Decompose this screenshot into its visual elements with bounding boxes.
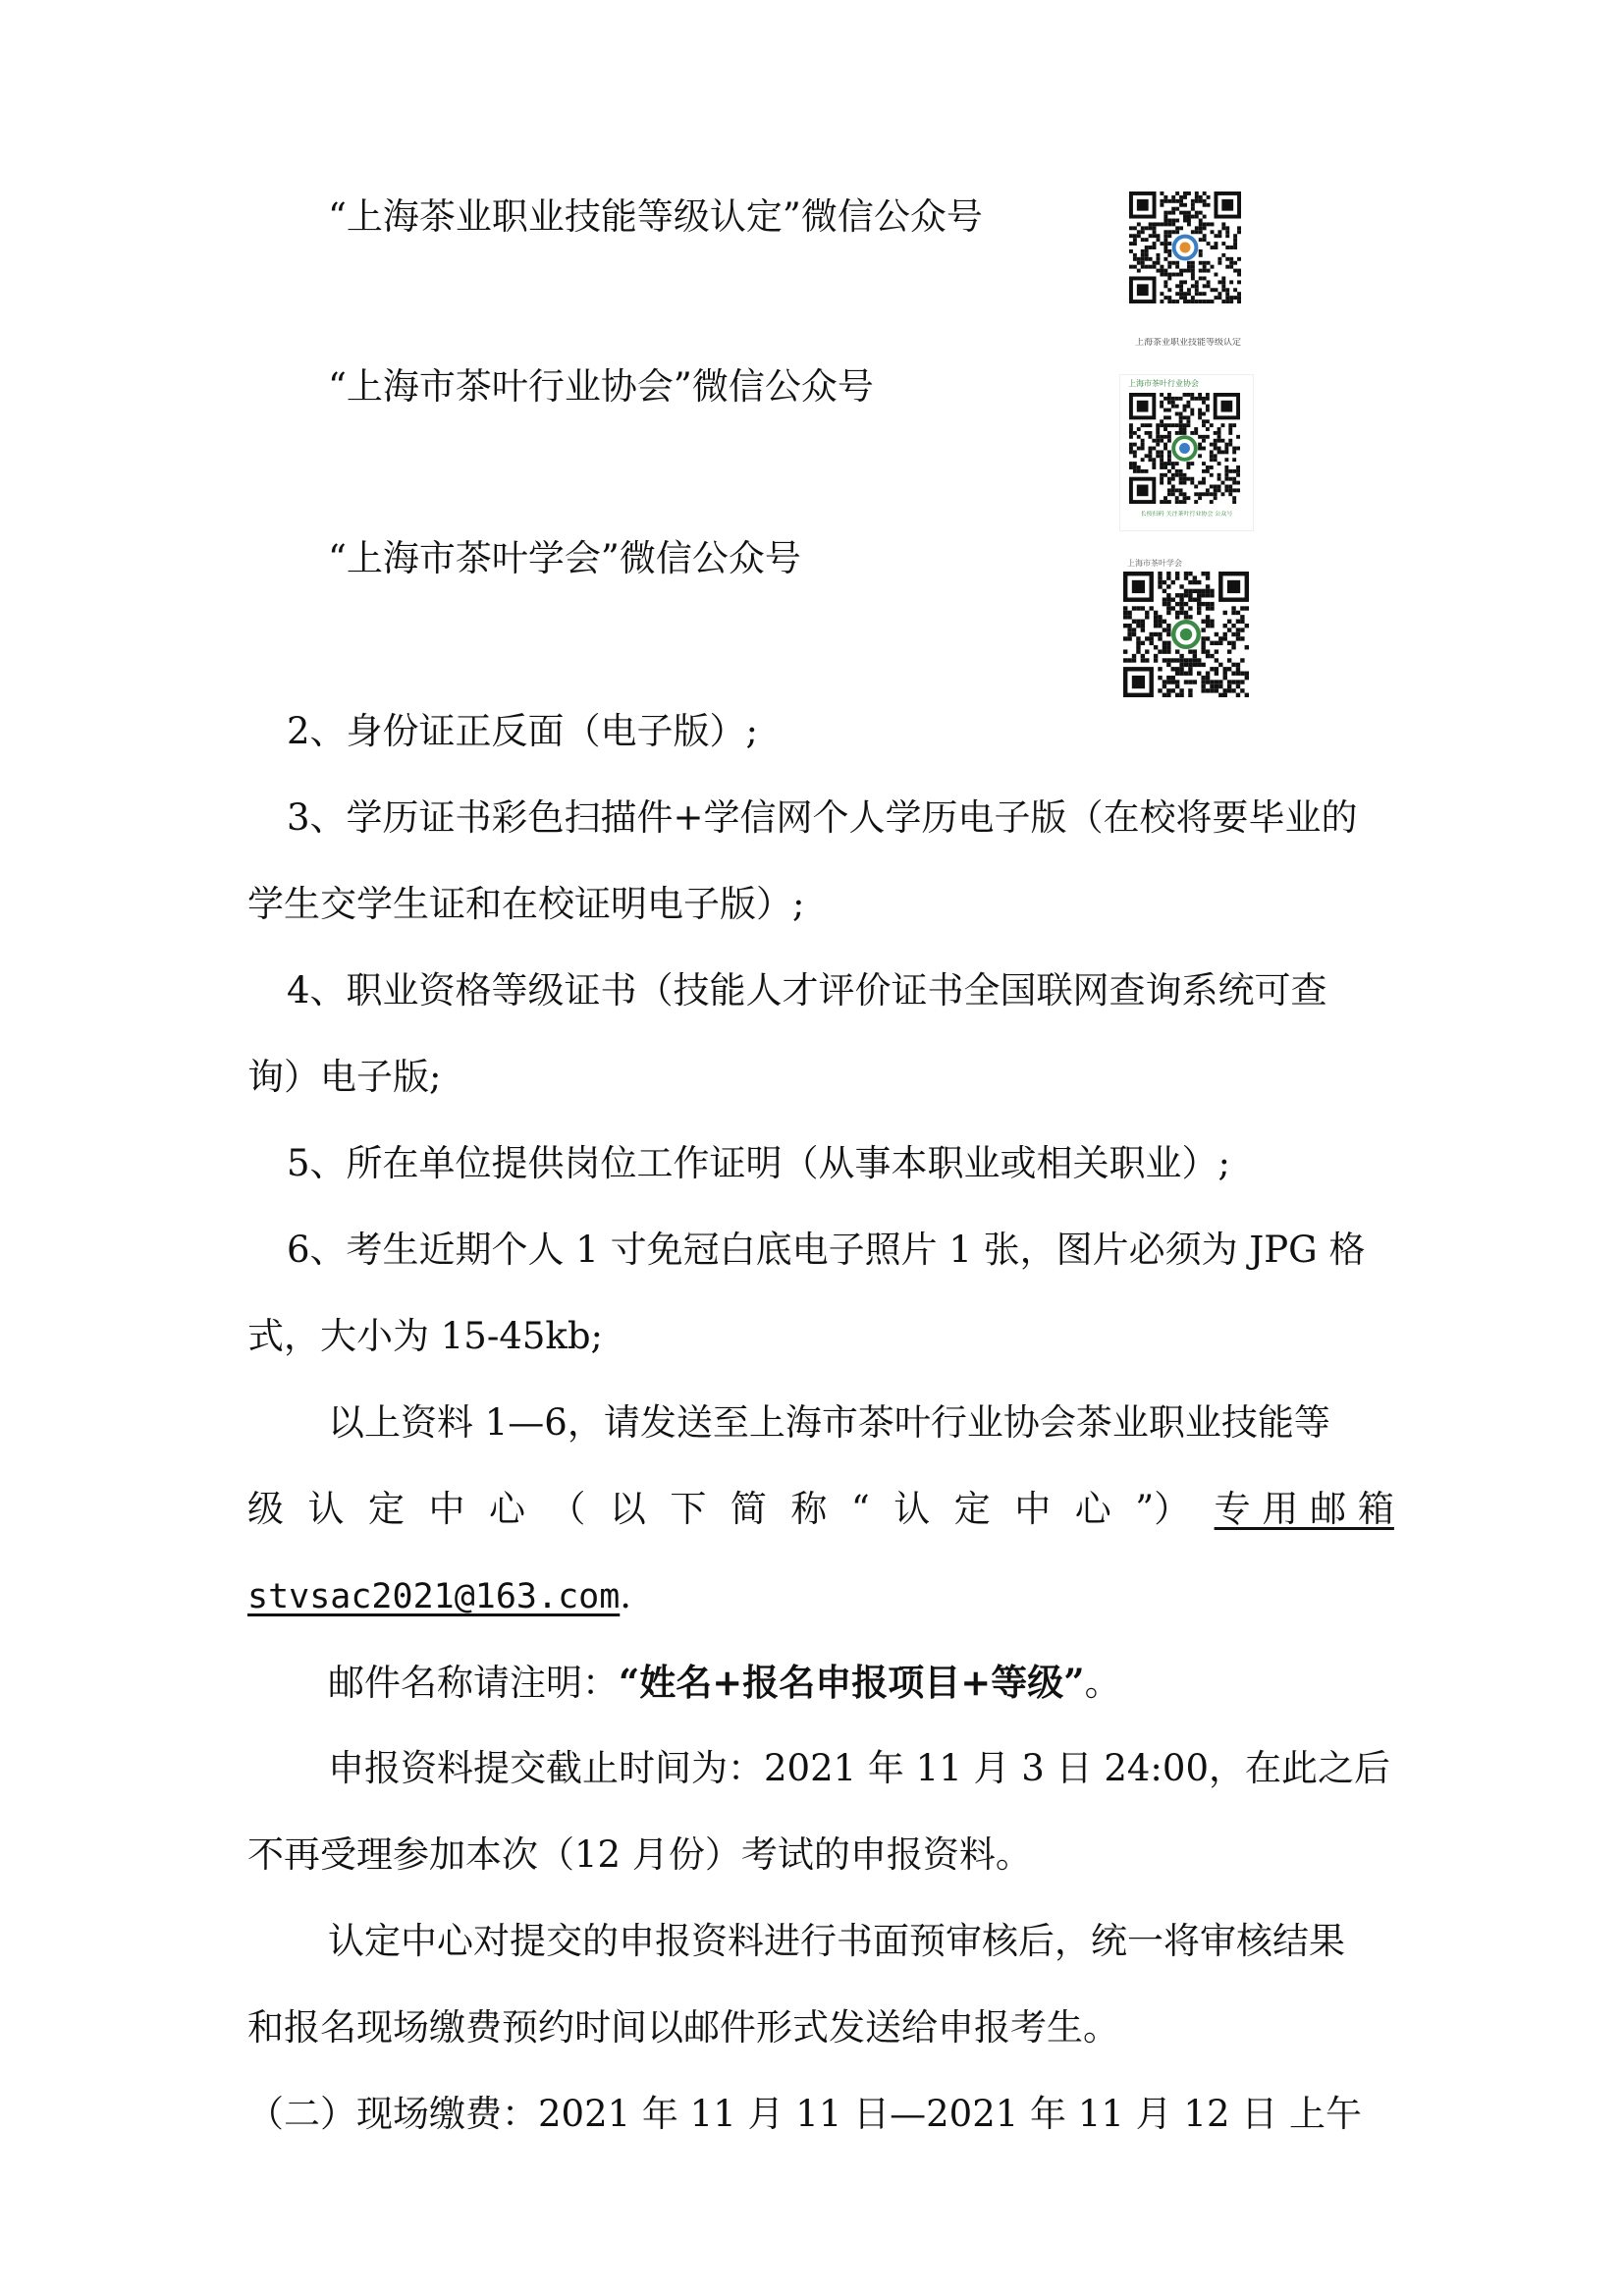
mail-subject-suffix: 。: [1084, 1662, 1121, 1704]
deadline-line-1: 申报资料提交截止时间为：2021 年 11 月 3 日 24:00，在此之后: [328, 1747, 1390, 1789]
review-line-2: 和报名现场缴费预约时间以邮件形式发送给申报考生。: [247, 2006, 1119, 2049]
mail-subject-value: “姓名+报名申报项目+等级”: [619, 1661, 1085, 1704]
qr-label-2: “上海市茶叶行业协会”微信公众号: [328, 365, 874, 408]
qr-header: 上海市茶叶学会: [1127, 559, 1182, 568]
qr-header: 上海市茶叶行业协会: [1128, 379, 1199, 388]
submit-char: 称: [790, 1488, 828, 1530]
submit-char: 定: [367, 1488, 405, 1530]
qr-code-image: [1129, 191, 1241, 303]
mail-subject-line: [328, 1660, 1121, 1706]
mail-subject-prefix: 邮件名称请注明：: [328, 1662, 619, 1704]
submit-char: 中: [1014, 1488, 1052, 1530]
item-4-line-2: 询）电子版;: [247, 1056, 442, 1098]
qr-label-3: “上海市茶叶学会”微信公众号: [328, 537, 801, 579]
review-line-1: 认定中心对提交的申报资料进行书面预审核后，统一将审核结果: [328, 1920, 1345, 1962]
email-tail: .: [620, 1574, 632, 1616]
item-6-line-2: 式，大小为 15-45kb;: [247, 1315, 603, 1357]
submit-char: 以: [609, 1488, 646, 1530]
submit-char: （: [549, 1488, 586, 1530]
mail-label-link[interactable]: 专 用 邮 箱: [1214, 1488, 1394, 1530]
item-3-line-2: 学生交学生证和在校证明电子版）;: [247, 883, 805, 925]
qr-footer: 长按扫码 关注茶叶行业协会 公众号: [1140, 511, 1233, 518]
qr-code-image: [1129, 393, 1240, 504]
submit-char: “: [850, 1488, 870, 1530]
qr-code-tea-society: [1117, 556, 1253, 701]
submit-char: 级: [247, 1488, 284, 1530]
submit-char: ”）: [1135, 1488, 1191, 1530]
submit-char: 下: [670, 1488, 707, 1530]
item-5: 5、所在单位提供岗位工作证明（从事本职业或相关职业）;: [287, 1142, 1231, 1184]
item-2: 2、身份证正反面（电子版）;: [287, 710, 759, 752]
qr-code-tea-industry-assoc: [1119, 374, 1254, 531]
qr-code-image: [1123, 572, 1249, 697]
submit-line-2: [247, 1487, 1394, 1532]
item-3-line-1: 3、学历证书彩色扫描件+学信网个人学历电子版（在校将要毕业的: [287, 796, 1358, 839]
qr-code-tea-skills: [1119, 187, 1257, 355]
item-4-line-1: 4、职业资格等级证书（技能人才评价证书全国联网查询系统可查: [287, 969, 1327, 1011]
submit-line-1: 以上资料 1—6，请发送至上海市茶叶行业协会茶业职业技能等: [328, 1401, 1330, 1444]
qr-label-1: “上海茶业职业技能等级认定”微信公众号: [328, 195, 983, 238]
item-6-line-1: 6、考生近期个人 1 寸免冠白底电子照片 1 张，图片必须为 JPG 格: [287, 1229, 1366, 1271]
submit-char: 认: [893, 1488, 931, 1530]
onsite-payment-line: （二）现场缴费：2021 年 11 月 11 日—2021 年 11 月 12 日 上午: [247, 2093, 1363, 2135]
deadline-line-2: 不再受理参加本次（12 月份）考试的申报资料。: [247, 1833, 1032, 1876]
submit-char: 认: [307, 1488, 345, 1530]
submit-char: 中: [428, 1488, 465, 1530]
submit-char: 定: [953, 1488, 991, 1530]
submit-char: 简: [730, 1488, 767, 1530]
qr-caption: 上海茶业职业技能等级认定: [1134, 338, 1241, 348]
email-link[interactable]: stvsac2021@163.com: [247, 1577, 621, 1616]
submit-char: 心: [1074, 1488, 1111, 1530]
submit-char: 心: [488, 1488, 525, 1530]
submit-line-3: [247, 1573, 631, 1619]
